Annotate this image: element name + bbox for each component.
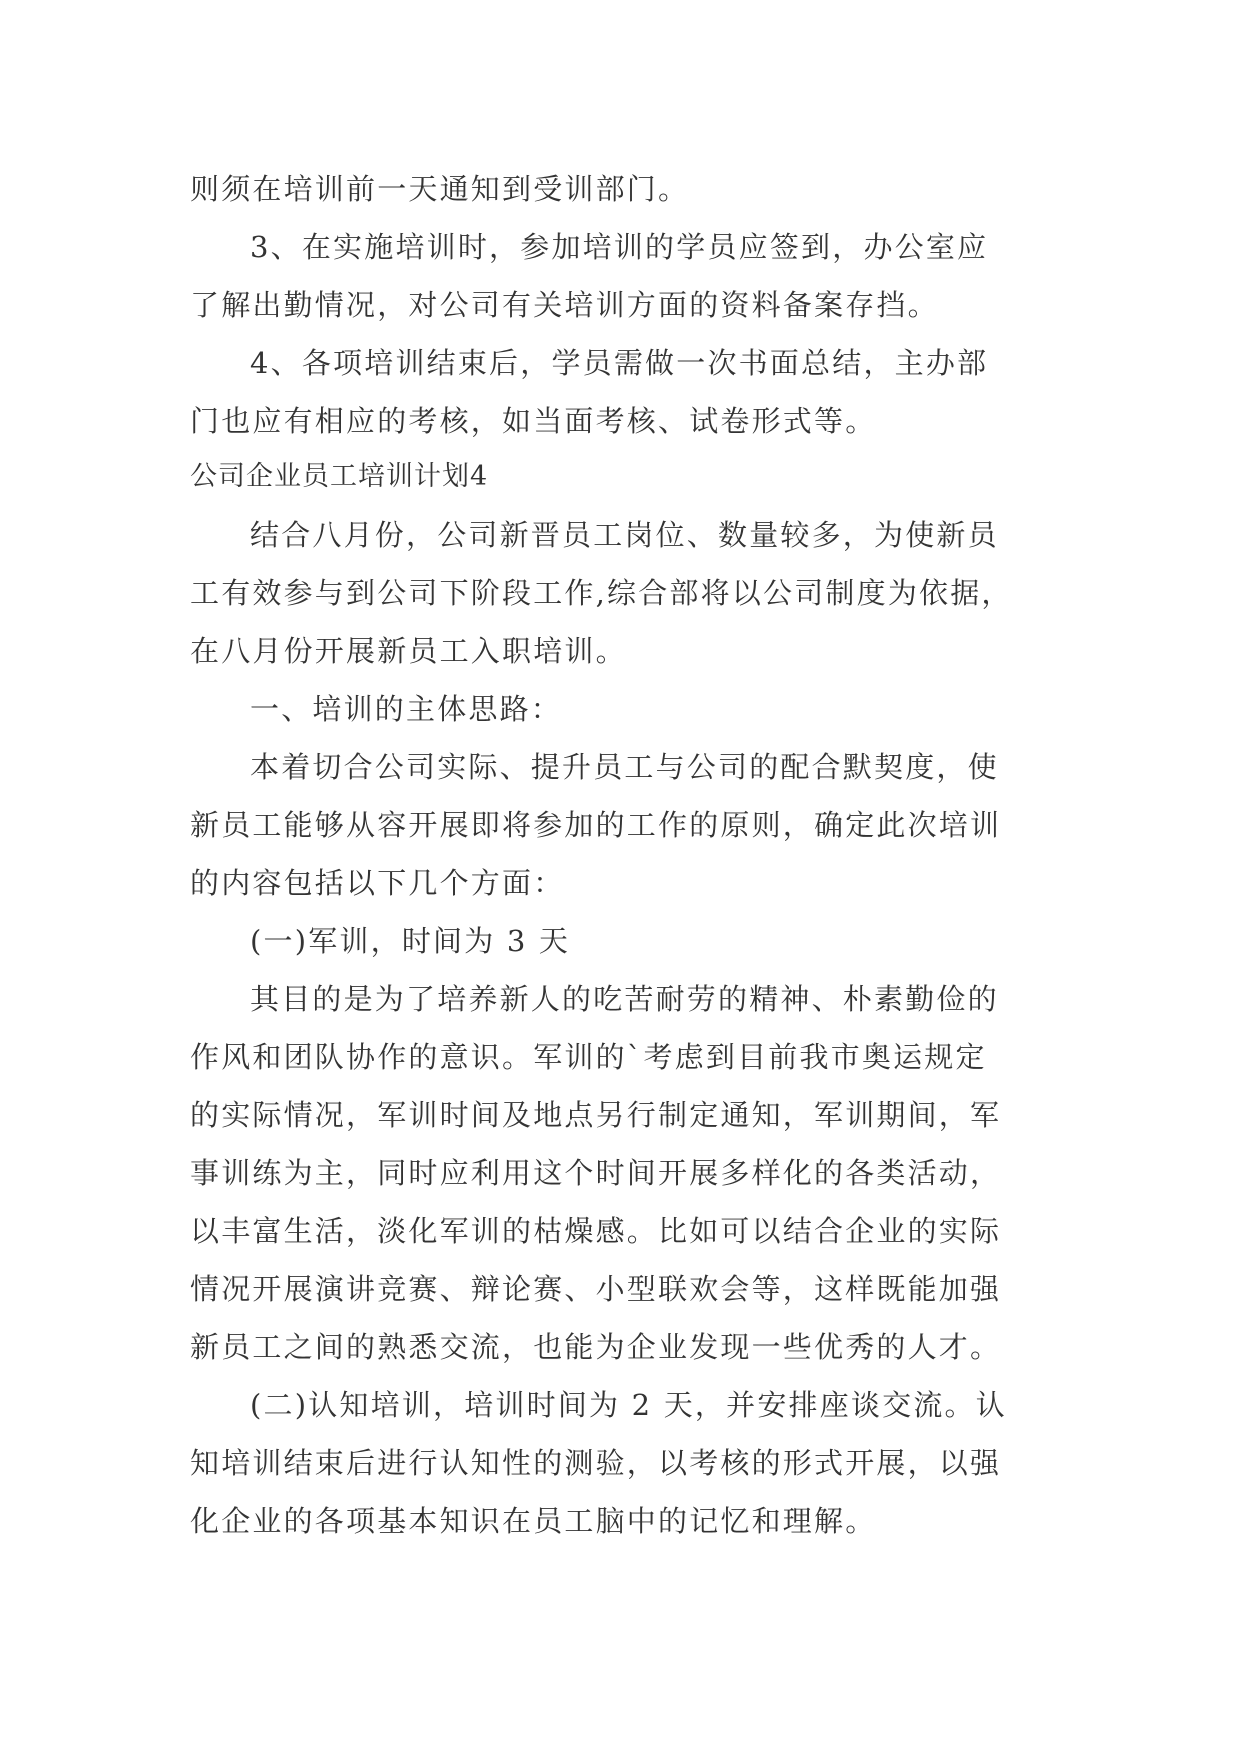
paragraph-line: 3、在实施培训时，参加培训的学员应签到，办公室应 — [250, 230, 989, 264]
paragraph-line: 事训练为主，同时应利用这个时间开展多样化的各类活动， — [190, 1156, 1002, 1190]
paragraph-line: 情况开展演讲竞赛、辩论赛、小型联欢会等，这样既能加强 — [190, 1272, 1002, 1306]
paragraph-line: 则须在培训前一天通知到受训部门。 — [190, 172, 690, 206]
paragraph-line: (二)认知培训，培训时间为 2 天，并安排座谈交流。认 — [250, 1388, 1007, 1422]
paragraph-line: 新员工能够从容开展即将参加的工作的原则，确定此次培训 — [190, 808, 1002, 842]
paragraph-line: 以丰富生活，淡化军训的枯燥感。比如可以结合企业的实际 — [190, 1214, 1002, 1248]
paragraph-line: 4、各项培训结束后，学员需做一次书面总结，主办部 — [250, 346, 989, 380]
paragraph-line: 作风和团队协作的意识。军训的`考虑到目前我市奥运规定 — [190, 1040, 987, 1074]
paragraph-line: 的实际情况，军训时间及地点另行制定通知，军训期间，军 — [190, 1098, 1002, 1132]
paragraph-line: 门也应有相应的考核，如当面考核、试卷形式等。 — [190, 404, 877, 438]
section-heading: 公司企业员工培训计划4 — [190, 461, 489, 492]
paragraph-line: 结合八月份，公司新晋员工岗位、数量较多，为使新员 — [250, 518, 999, 552]
paragraph-line: 的内容包括以下几个方面： — [190, 866, 565, 900]
paragraph-line: 化企业的各项基本知识在员工脑中的记忆和理解。 — [190, 1504, 877, 1538]
paragraph-line: 知培训结束后进行认知性的测验，以考核的形式开展，以强 — [190, 1446, 1002, 1480]
paragraph-line: 新员工之间的熟悉交流，也能为企业发现一些优秀的人才。 — [190, 1330, 1002, 1364]
subheading-line: 一、培训的主体思路： — [250, 692, 563, 726]
paragraph-line: 工有效参与到公司下阶段工作,综合部将以公司制度为依据， — [190, 576, 1013, 610]
paragraph-line: 其目的是为了培养新人的吃苦耐劳的精神、朴素勤俭的 — [250, 982, 999, 1016]
paragraph-line: 了解出勤情况，对公司有关培训方面的资料备案存挡。 — [190, 288, 939, 322]
subheading-line: (一)军训，时间为 3 天 — [250, 924, 571, 958]
paragraph-line: 在八月份开展新员工入职培训。 — [190, 634, 627, 668]
paragraph-line: 本着切合公司实际、提升员工与公司的配合默契度，使 — [250, 750, 999, 784]
